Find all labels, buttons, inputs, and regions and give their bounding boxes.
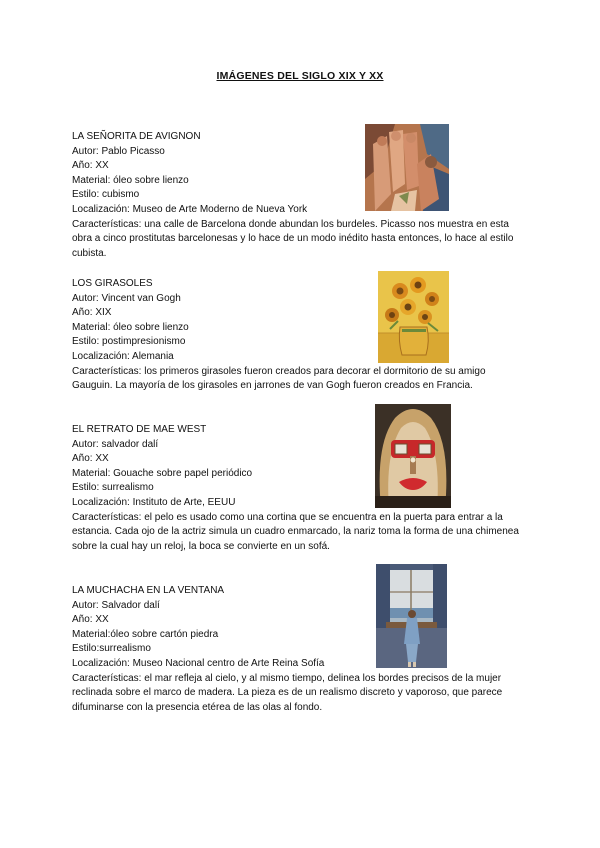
artwork-location: Localización: Museo Nacional centro de Arte Reina Sofía: [72, 657, 325, 669]
artwork-entry-mae-west: [72, 423, 532, 554]
artwork-description: Características: una calle de Barcelona donde abundan los burdeles. Picasso nos muestra en esta obra a cinco prostitutas barcelonesas y lo hace de un modo inédito hasta entonces, lo hace al estilo cubista.: [72, 218, 514, 259]
artwork-style: Estilo: cubismo: [72, 189, 140, 201]
artwork-material: Material: óleo sobre lienzo: [72, 321, 189, 333]
artwork-style: Estilo:surrealismo: [72, 643, 151, 655]
artwork-description: Características: el pelo es usado como una cortina que se encuentra en la puerta para entrar a la estancia. Cada ojo de la actriz simula un cuadro enmarcado, la nariz toma la forma de una chimenea sobre la cual hay un reloj, la boca se convierte en un sofá.: [72, 511, 519, 552]
artwork-style: Estilo: surrealismo: [72, 482, 154, 494]
artwork-entry-avignon: [72, 130, 532, 261]
artwork-material: Material: Gouache sobre papel periódico: [72, 467, 253, 479]
artwork-location: Localización: Instituto de Arte, EEUU: [72, 496, 236, 508]
artwork-description: Características: el mar refleja al cielo, y al mismo tiempo, delinea los bordes precisos de la mujer reclinada sobre el marco de madera. La pieza es de un realismo discreto y vaporoso, que parece difuminarse con la presencia etérea de las olas al fondo.: [72, 672, 503, 713]
artwork-year: Año: XX: [72, 614, 109, 626]
painting-girasoles-image: [378, 271, 449, 363]
painting-mae-west-image: [375, 404, 451, 508]
artwork-author: Autor: Vincent van Gogh: [72, 292, 181, 304]
artwork-title: LOS GIRASOLES: [72, 278, 153, 289]
artwork-entry-girasoles: [72, 277, 532, 394]
artwork-title: LA MUCHACHA EN LA VENTANA: [72, 585, 225, 596]
painting-avignon-image: [365, 124, 449, 211]
painting-muchacha-image: [376, 564, 447, 668]
artwork-author: Autor: salvador dalí: [72, 438, 159, 450]
artwork-material: Material: óleo sobre lienzo: [72, 174, 189, 186]
artwork-style: Estilo: postimpresionismo: [72, 336, 186, 348]
artwork-entry-muchacha: [72, 584, 532, 715]
artwork-year: Año: XX: [72, 160, 109, 172]
artwork-author: Autor: Salvador dalí: [72, 599, 160, 611]
artwork-author: Autor: Pablo Picasso: [72, 145, 165, 157]
artwork-location: Localización: Alemania: [72, 350, 174, 362]
artwork-description: Características: los primeros girasoles fueron creados para decorar el dormitorio de su amigo Gauguin. La mayoría de los girasoles en jarrones de van Gogh fueron creados en Francia.: [72, 365, 486, 392]
artwork-year: Año: XX: [72, 453, 109, 465]
document-title: IMÁGENES DEL SIGLO XIX Y XX: [216, 70, 384, 82]
artwork-year: Año: XIX: [72, 307, 112, 319]
artwork-material: Material:óleo sobre cartón piedra: [72, 628, 219, 640]
artwork-title: LA SEÑORITA DE AVIGNON: [72, 131, 201, 142]
artwork-location: Localización: Museo de Arte Moderno de Nueva York: [72, 203, 308, 215]
artwork-title: EL RETRATO DE MAE WEST: [72, 424, 207, 435]
